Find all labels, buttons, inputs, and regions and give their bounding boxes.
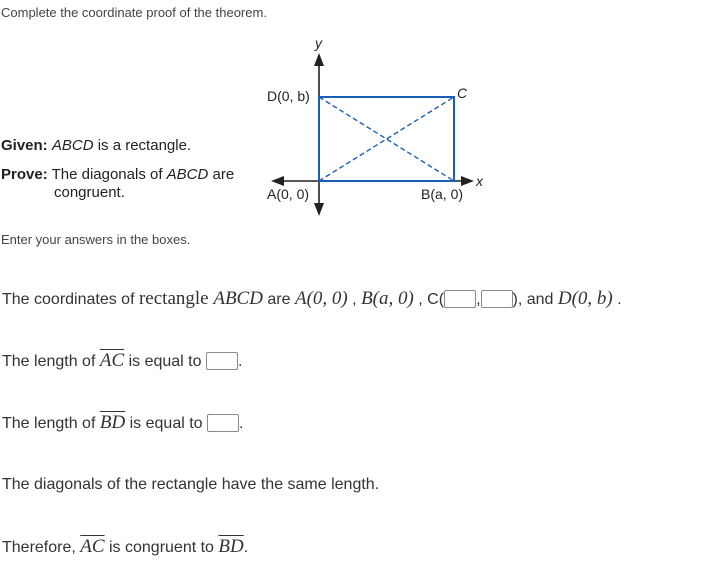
coords-sep2: , C(	[413, 291, 445, 308]
therefore-segment-ac: $\overline{AC}$	[80, 536, 105, 557]
coords-sep1: ,	[347, 291, 362, 308]
coords-b: B(a, 0)	[361, 288, 414, 309]
instruction-text: Complete the coordinate proof of the theorem.	[1, 5, 267, 20]
vertex-b-label: B(a, 0)	[421, 186, 464, 202]
enter-note: Enter your answers in the boxes.	[1, 232, 191, 247]
prove-shape: ABCD	[166, 166, 209, 183]
diagonals-same-text: The diagonals of the rectangle have the same length.	[2, 476, 380, 493]
length-bd-input[interactable]	[207, 414, 239, 432]
vertex-d-label: D(0, b)	[267, 88, 310, 104]
length-bd-line	[2, 412, 243, 434]
coords-rect-word: rectangle	[138, 288, 214, 309]
therefore-end: .	[243, 539, 249, 556]
length-bd-end: .	[239, 415, 244, 432]
length-ac-input[interactable]	[206, 352, 238, 370]
y-axis-down-arrow	[314, 203, 324, 216]
coords-comma: ,	[476, 291, 481, 308]
therefore-line	[2, 536, 248, 558]
given-label: Given:	[1, 137, 48, 154]
coords-shape: ABCD	[213, 288, 263, 309]
y-axis-label: y	[315, 35, 322, 51]
rectangle-diagram	[0, 0, 725, 230]
vertex-c-label: C	[457, 85, 468, 101]
segment-bd: $\overline{BD}$	[99, 412, 126, 433]
therefore-prefix: Therefore,	[2, 539, 81, 556]
coordinates-line	[2, 288, 622, 310]
prove-text-2: are	[208, 166, 235, 183]
length-ac-suffix: is equal to	[124, 353, 206, 370]
coords-prefix: The coordinates of	[2, 291, 139, 308]
length-bd-prefix: The length of	[2, 415, 100, 432]
coords-end: .	[612, 291, 622, 308]
c-y-input[interactable]	[481, 290, 513, 308]
length-ac-line	[2, 350, 242, 372]
prove-label: Prove:	[1, 166, 48, 183]
length-ac-prefix: The length of	[2, 353, 100, 370]
vertex-a-label: A(0, 0)	[267, 186, 310, 202]
x-axis-right-arrow	[461, 176, 474, 186]
x-axis-label: x	[476, 173, 483, 189]
length-bd-suffix: is equal to	[125, 415, 207, 432]
given-text: is a rectangle.	[93, 137, 192, 154]
length-ac-end: .	[237, 353, 243, 370]
therefore-mid: is congruent to	[104, 539, 219, 556]
coords-a: A(0, 0)	[294, 288, 348, 309]
therefore-segment-bd: $\overline{BD}$	[218, 536, 244, 557]
coords-close: ), and	[512, 291, 558, 308]
y-axis-up-arrow	[314, 53, 324, 66]
given-shape: ABCD	[51, 137, 94, 154]
coords-d: D(0, b)	[557, 288, 613, 309]
prove-text-1: The diagonals of	[51, 166, 167, 183]
segment-ac: $\overline{AC}$	[99, 350, 125, 371]
x-axis-left-arrow	[271, 176, 284, 186]
coords-are: are	[262, 291, 295, 308]
c-x-input[interactable]	[444, 290, 476, 308]
prove-text-3: congruent.	[54, 184, 125, 201]
